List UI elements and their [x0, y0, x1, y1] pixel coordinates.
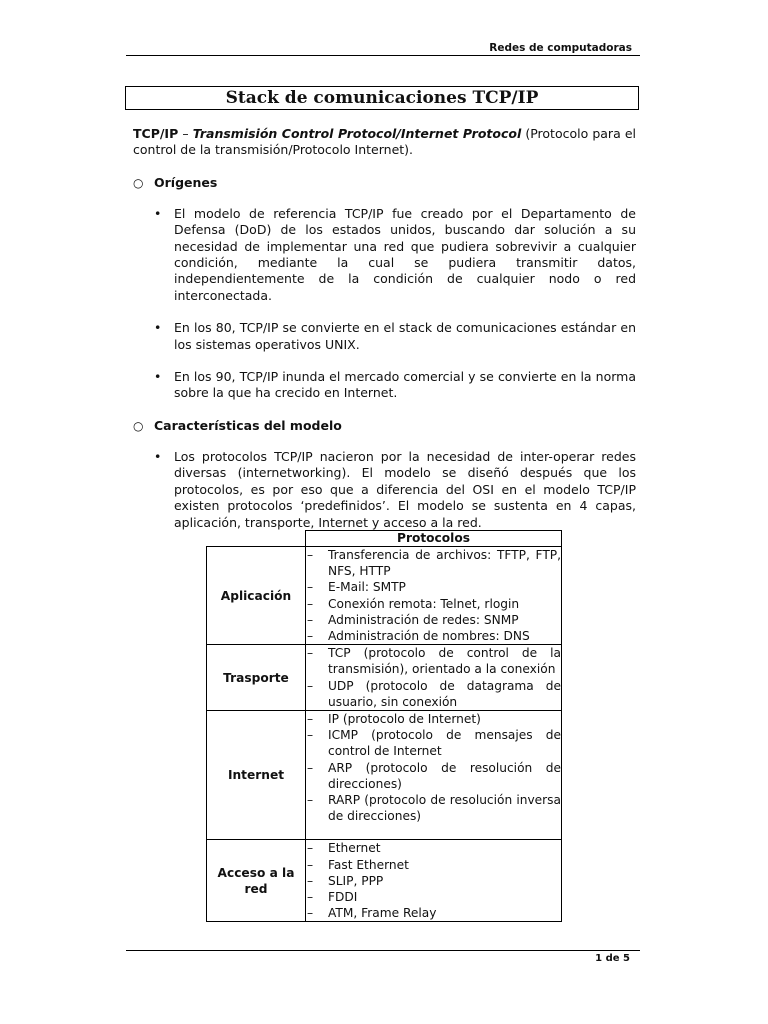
protocol-text: SLIP, PPP — [328, 873, 384, 888]
protocol-text: IP (protocolo de Internet) — [328, 712, 481, 727]
protocol-item — [306, 792, 561, 824]
protocol-text: Administración de redes: SNMP — [328, 612, 519, 627]
section-heading-label: Orígenes — [154, 174, 218, 190]
protocols-cell — [306, 645, 562, 711]
protocol-item — [306, 727, 561, 759]
dash-bullet-icon: – — [307, 841, 314, 856]
table-row — [207, 645, 562, 711]
protocol-text: Transferencia de archivos: TFTP, FTP, NFS, HTTP — [328, 548, 561, 579]
protocols-cell — [306, 840, 562, 922]
circle-bullet-icon: ○ — [133, 175, 144, 190]
dash-bullet-icon: – — [307, 873, 314, 888]
page-number: 1 de 5 — [595, 953, 630, 964]
dash-bullet-icon: – — [307, 548, 314, 562]
layer-name-cell: Trasporte — [207, 645, 306, 711]
table-row — [207, 840, 562, 922]
table-row — [207, 711, 562, 840]
protocols-table — [206, 530, 562, 922]
intro-term: TCP/IP — [133, 126, 179, 141]
list-item — [133, 449, 636, 531]
dash-bullet-icon: – — [307, 760, 314, 775]
protocols-cell — [306, 547, 562, 645]
footer-rule — [126, 950, 640, 951]
table-column-header: Protocolos — [306, 531, 562, 547]
intro-paragraph — [133, 126, 636, 159]
dash-bullet-icon: – — [307, 857, 314, 872]
list-item — [133, 206, 636, 304]
protocol-text: ARP (protocolo de resolución de direcciones) — [328, 760, 561, 791]
dash-bullet-icon: – — [307, 612, 314, 627]
protocol-item — [306, 905, 561, 921]
bullet-icon: • — [154, 369, 162, 385]
page-title: Stack de comunicaciones TCP/IP — [125, 86, 639, 110]
dash-bullet-icon: – — [307, 646, 314, 661]
dash-bullet-icon: – — [307, 890, 314, 905]
circle-bullet-icon: ○ — [133, 418, 144, 433]
dash-bullet-icon: – — [307, 580, 314, 595]
protocol-item — [306, 596, 561, 612]
dash-bullet-icon: – — [307, 629, 314, 644]
protocol-item — [306, 711, 561, 727]
protocols-cell — [306, 711, 562, 840]
protocol-text: Administración de nombres: DNS — [328, 629, 530, 644]
intro-dash: – — [178, 126, 193, 141]
origenes-bullet-list — [133, 206, 636, 402]
list-item-text: En los 90, TCP/IP inunda el mercado comercial y se convierte en la norma sobre la que ha crecido en Internet. — [174, 369, 636, 401]
caracteristicas-bullet-list — [133, 449, 636, 531]
protocol-text: RARP (protocolo de resolución inversa de direcciones) — [328, 793, 561, 824]
protocol-text: ICMP (protocolo de mensajes de control de Internet — [328, 728, 561, 759]
protocol-item — [306, 645, 561, 677]
protocol-text: E-Mail: SMTP — [328, 580, 406, 595]
protocol-text: FDDI — [328, 890, 358, 905]
table-header-row — [207, 531, 562, 547]
protocol-item — [306, 678, 561, 710]
protocol-text: UDP (protocolo de datagrama de usuario, sin conexión — [328, 678, 561, 709]
table-corner-cell — [207, 531, 306, 547]
protocol-item — [306, 612, 561, 628]
section-heading-label: Características del modelo — [154, 417, 342, 433]
protocol-item — [306, 547, 561, 579]
list-item-text: El modelo de referencia TCP/IP fue creado por el Departamento de Defensa (DoD) de los estados unidos, buscando dar solución a su necesidad de implementar una red que pudiera sobrevivir a cualquier condición, mediante la cual se pudiera transmitir datos, independientemente de la condición de cualquier nodo o red interconectada. — [174, 205, 636, 303]
protocol-item — [306, 579, 561, 595]
protocol-text: Conexión remota: Telnet, rlogin — [328, 596, 520, 611]
table-row — [207, 547, 562, 645]
list-item-text: En los 80, TCP/IP se convierte en el stack de comunicaciones estándar en los sistemas operativos UNIX. — [174, 320, 636, 352]
protocol-item — [306, 760, 561, 792]
dash-bullet-icon: – — [307, 596, 314, 611]
bullet-icon: • — [154, 320, 162, 336]
main-content — [133, 126, 636, 531]
protocol-item — [306, 873, 561, 889]
dash-bullet-icon: – — [307, 728, 314, 743]
dash-bullet-icon: – — [307, 678, 314, 693]
bullet-icon: • — [154, 448, 162, 464]
section-caracteristicas-heading — [133, 418, 636, 434]
intro-expansion: Transmisión Control Protocol/Internet Protocol — [192, 126, 522, 141]
protocol-text: Fast Ethernet — [328, 857, 409, 872]
layer-name-cell: Internet — [207, 711, 306, 840]
list-item — [133, 320, 636, 353]
dash-bullet-icon: – — [307, 712, 314, 727]
protocol-item — [306, 889, 561, 905]
list-item — [133, 369, 636, 402]
dash-bullet-icon: – — [307, 906, 314, 921]
protocol-text: ATM, Frame Relay — [328, 906, 437, 921]
list-item-text: Los protocolos TCP/IP nacieron por la necesidad de inter-operar redes diversas (internetworking). El modelo se diseñó después que los protocolos, es por eso que a diferencia del OSI en el modelo TCP/IP existen protocolos ‘predefinidos’. El modelo se sustenta en 4 capas, aplicación, transporte, Internet y acceso a la red. — [174, 448, 636, 530]
protocol-item — [306, 840, 561, 856]
protocol-text: TCP (protocolo de control de la transmisión), orientado a la conexión — [328, 646, 561, 677]
running-header: Redes de computadoras — [489, 42, 632, 54]
protocol-text: Ethernet — [328, 841, 381, 856]
protocol-item — [306, 628, 561, 644]
bullet-icon: • — [154, 205, 162, 221]
section-origenes-heading — [133, 175, 636, 191]
layer-name-cell: Aplicación — [207, 547, 306, 645]
intro-rest: (Protocolo para el control de la transmisión/Protocolo Internet). — [133, 126, 636, 158]
protocol-item — [306, 857, 561, 873]
header-rule — [126, 55, 640, 56]
layer-name-cell: Acceso a la red — [207, 840, 306, 922]
dash-bullet-icon: – — [307, 793, 314, 808]
